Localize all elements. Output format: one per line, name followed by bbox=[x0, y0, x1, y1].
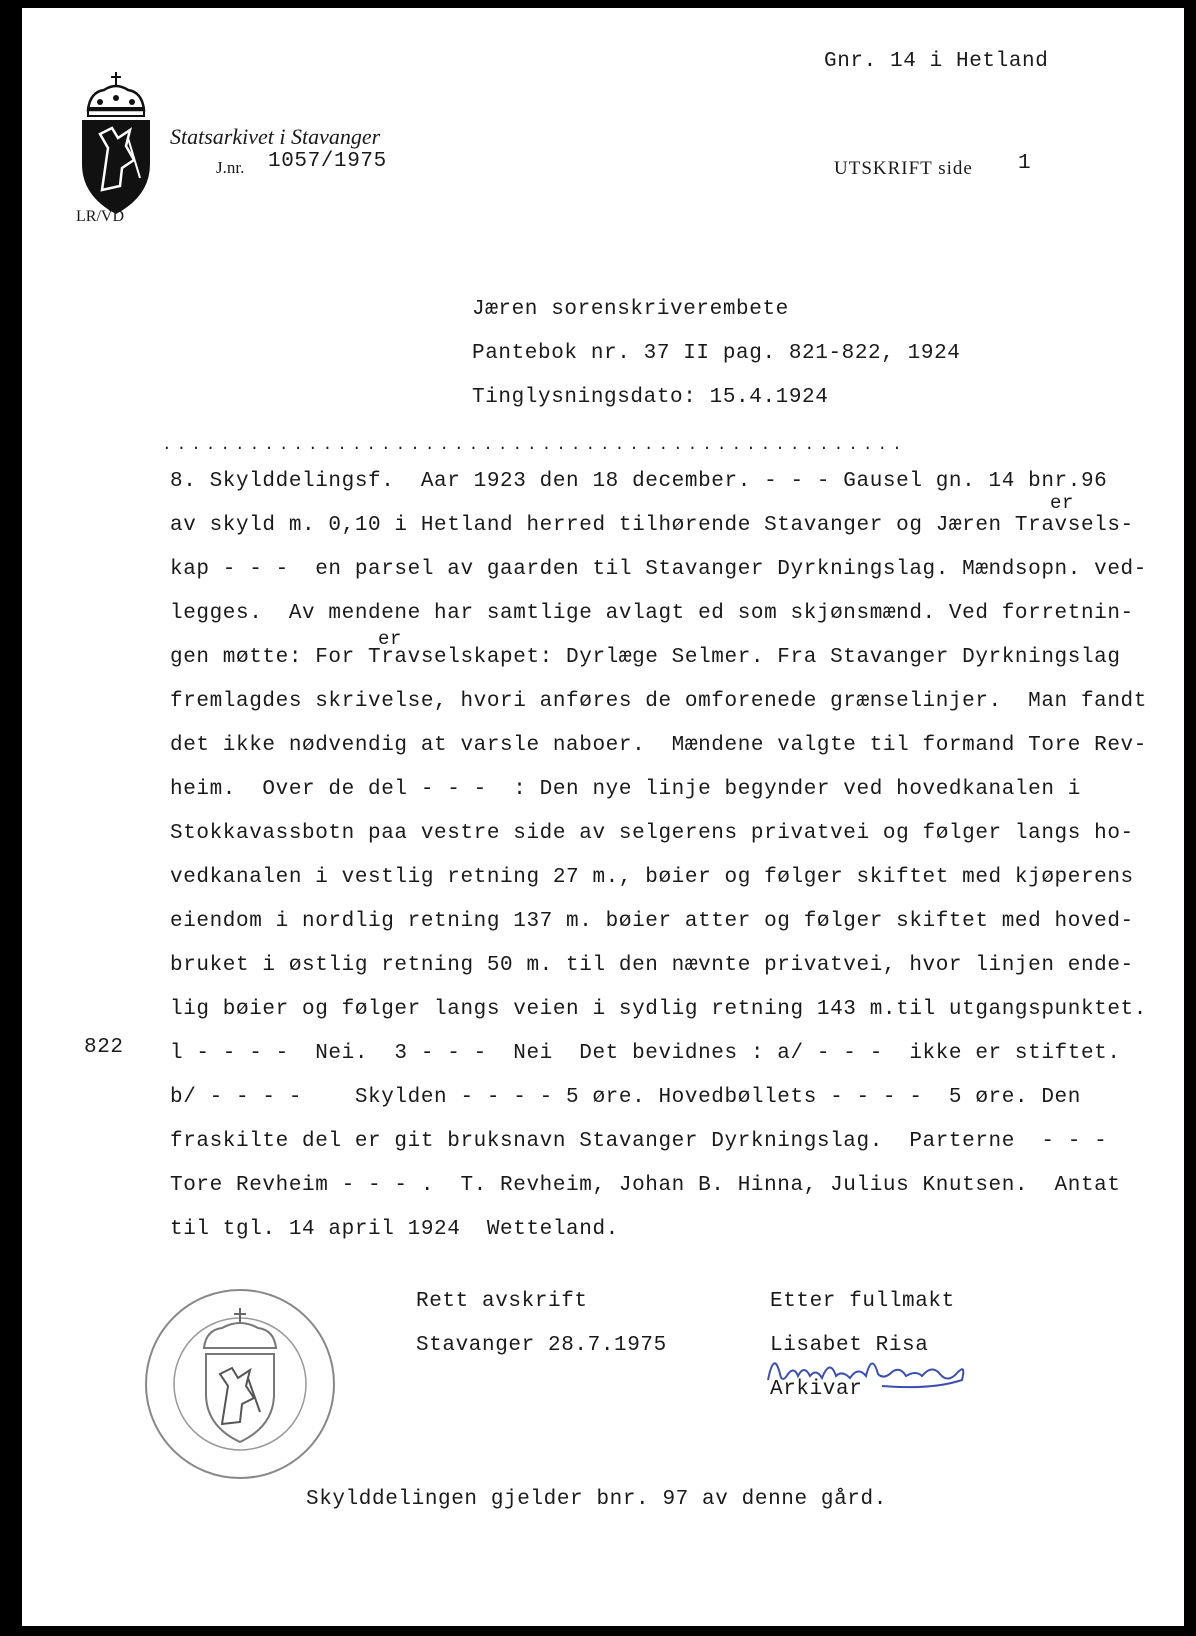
body-line: lig bøier og følger langs veien i sydlig retning 143 m.til utgangspunktet. bbox=[170, 998, 1147, 1021]
body-line: l - - - - Nei. 3 - - - Nei Det bevidnes : a/ - - - ikke er stiftet. bbox=[170, 1042, 1121, 1065]
archive-name: Statsarkivet i Stavanger bbox=[170, 124, 381, 149]
jnr-label: J.nr. bbox=[216, 158, 245, 177]
body-line: Tore Revheim - - - . T. Revheim, Johan B. Hinna, Julius Knutsen. Antat bbox=[170, 1174, 1121, 1197]
jnr-value: 1057/1975 bbox=[268, 150, 387, 173]
signer-name: Lisabet Risa bbox=[770, 1334, 929, 1357]
pantebok-heading: Pantebok nr. 37 II pag. 821-822, 1924 bbox=[472, 342, 961, 365]
page-number: 1 bbox=[1018, 152, 1032, 175]
certification-text: Rett avskrift bbox=[416, 1290, 588, 1313]
insertion-mark: er bbox=[378, 628, 403, 650]
body-line: heim. Over de del - - - : Den nye linje begynder ved hovedkanalen i bbox=[170, 778, 1081, 801]
body-line: av skyld m. 0,10 i Hetland herred tilhørende Stavanger og Jæren Travsels- bbox=[170, 514, 1134, 537]
initials: LR/VD bbox=[76, 208, 124, 225]
body-line: fremlagdes skrivelse, hvori anføres de omforenede grænselinjer. Man fandt bbox=[170, 690, 1147, 713]
body-line: fraskilte del er git bruksnavn Stavanger Dyrkningslag. Parterne - - - bbox=[170, 1130, 1108, 1153]
body-line: til tgl. 14 april 1924 Wetteland. bbox=[170, 1218, 619, 1241]
body-line: eiendom i nordlig retning 137 m. bøier atter og følger skiftet med hoved- bbox=[170, 910, 1134, 933]
body-line: Stokkavassbotn paa vestre side av selgerens privatvei og følger langs ho- bbox=[170, 822, 1134, 845]
dotted-separator: ................................................... bbox=[162, 436, 907, 454]
body-line: det ikke nødvendig at varsle naboer. Mændene valgte til formand Tore Rev- bbox=[170, 734, 1147, 757]
norwegian-coat-of-arms-icon bbox=[78, 68, 154, 218]
body-line: legges. Av mendene har samtlige avlagt ed som skjønsmænd. Ved forretnin- bbox=[170, 602, 1134, 625]
body-line: bruket i østlig retning 50 m. til den nævnte privatvei, hvor linjen ende- bbox=[170, 954, 1134, 977]
body-line: vedkanalen i vestlig retning 27 m., bøier og følger skiftet med kjøperens bbox=[170, 866, 1134, 889]
authority-text: Etter fullmakt bbox=[770, 1290, 955, 1313]
document-page bbox=[22, 8, 1184, 1626]
closing-note: Skylddelingen gjelder bnr. 97 av denne gård. bbox=[306, 1488, 887, 1511]
body-line: gen møtte: For Travselskapet: Dyrlæge Selmer. Fra Stavanger Dyrkningslag bbox=[170, 646, 1121, 669]
body-line: 8. Skylddelingsf. Aar 1923 den 18 december. - - - Gausel gn. 14 bnr.96 bbox=[170, 470, 1108, 493]
property-reference: Gnr. 14 i Hetland bbox=[824, 50, 1049, 73]
archive-seal-icon bbox=[142, 1286, 338, 1482]
utskrift-label: UTSKRIFT side bbox=[834, 158, 973, 179]
signer-title: Arkivar bbox=[770, 1378, 863, 1401]
margin-page-number: 822 bbox=[84, 1036, 124, 1059]
tinglysningsdato-heading: Tinglysningsdato: 15.4.1924 bbox=[472, 386, 829, 409]
office-heading: Jæren sorenskriverembete bbox=[472, 298, 789, 321]
body-line: kap - - - en parsel av gaarden til Stavanger Dyrkningslag. Mændsopn. ved- bbox=[170, 558, 1147, 581]
body-line: b/ - - - - Skylden - - - - 5 øre. Hovedbøllets - - - - 5 øre. Den bbox=[170, 1086, 1081, 1109]
insertion-mark: er bbox=[1050, 492, 1075, 514]
place-date: Stavanger 28.7.1975 bbox=[416, 1334, 667, 1357]
